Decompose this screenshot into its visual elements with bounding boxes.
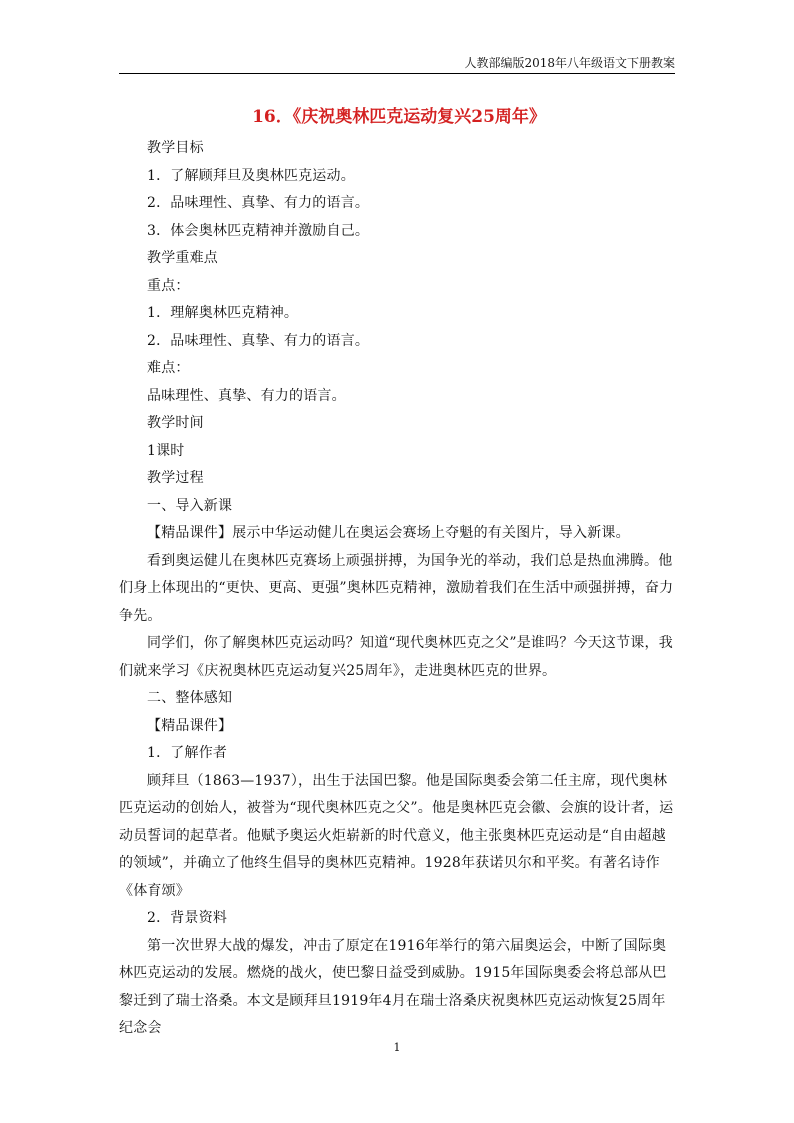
page-number: 1 bbox=[393, 1041, 401, 1054]
section-heading: 教学目标 bbox=[147, 140, 204, 156]
document-title: 16．《庆祝奥林匹克运动复兴25周年》 bbox=[252, 107, 546, 127]
paragraph: 【精品课件】展示中华运动健儿在奥运会赛场上夺魁的有关图片，导入新课。 bbox=[147, 525, 630, 541]
subheading: 难点： bbox=[147, 360, 190, 376]
page-header bbox=[119, 55, 675, 74]
list-item: 2．品味理性、真挚、有力的语言。 bbox=[147, 195, 370, 211]
list-item: 1．了解作者 bbox=[147, 745, 228, 761]
list-item: 1．理解奥林匹克精神。 bbox=[147, 305, 299, 321]
section-heading: 教学重难点 bbox=[147, 250, 218, 266]
paragraph: 同学们，你了解奥林匹克运动吗？知道“现代奥林匹克之父”是谁吗？今天这节课，我们就来学习《庆祝奥林匹克运动复兴25周年》，走进奥林匹克的世界。 bbox=[119, 635, 673, 679]
paragraph: 顾拜旦（1863—1937），出生于法国巴黎。他是国际奥委会第二任主席，现代奥林匹克运动的创始人，被誉为“现代奥林匹克之父”。他是奥林匹克会徽、会旗的设计者，运动员誓词的起草者。他赋予奥运火炬崭新的时代意义，他主张奥林匹克运动是“自由超越的领域”，并确立了他终生倡导的奥林匹克精神。1928年获诺贝尔和平奖。有著名诗作《体育颂》 bbox=[119, 772, 674, 899]
subheading: 一、导入新课 bbox=[147, 497, 233, 514]
paragraph: 品味理性、真挚、有力的语言。 bbox=[147, 387, 346, 404]
section-heading: 教学过程 bbox=[147, 470, 204, 486]
list-item: 2．品味理性、真挚、有力的语言。 bbox=[147, 332, 370, 349]
paragraph: 【精品课件】 bbox=[147, 717, 233, 734]
header-text: 人教部编版2018年八年级语文下册教案 bbox=[464, 56, 675, 70]
paragraph: 1课时 bbox=[147, 442, 185, 459]
list-item: 3．体会奥林匹克精神并激励自己。 bbox=[147, 222, 370, 239]
list-item: 2．背景资料 bbox=[147, 910, 228, 926]
paragraph: 看到奥运健儿在奥林匹克赛场上顽强拼搏，为国争光的举动，我们总是热血沸腾。他们身上体现出的“更快、更高、更强”奥林匹克精神，激励着我们在生活中顽强拼搏，奋力争先。 bbox=[119, 552, 674, 624]
subheading: 二、整体感知 bbox=[147, 690, 233, 706]
document-body bbox=[119, 104, 679, 1043]
subheading: 重点： bbox=[147, 277, 190, 294]
list-item: 1．了解顾拜旦及奥林匹克运动。 bbox=[147, 167, 355, 184]
section-heading: 教学时间 bbox=[147, 415, 204, 431]
paragraph: 第一次世界大战的爆发，冲击了原定在1916年举行的第六届奥运会，中断了国际奥林匹克运动的发展。燃烧的战火，使巴黎日益受到威胁。1915年国际奥委会将总部从巴黎迁到了瑞士洛桑。本文是顾拜旦1919年4月在瑞士洛桑庆祝奥林匹克运动恢复25周年纪念会 bbox=[119, 937, 667, 1036]
